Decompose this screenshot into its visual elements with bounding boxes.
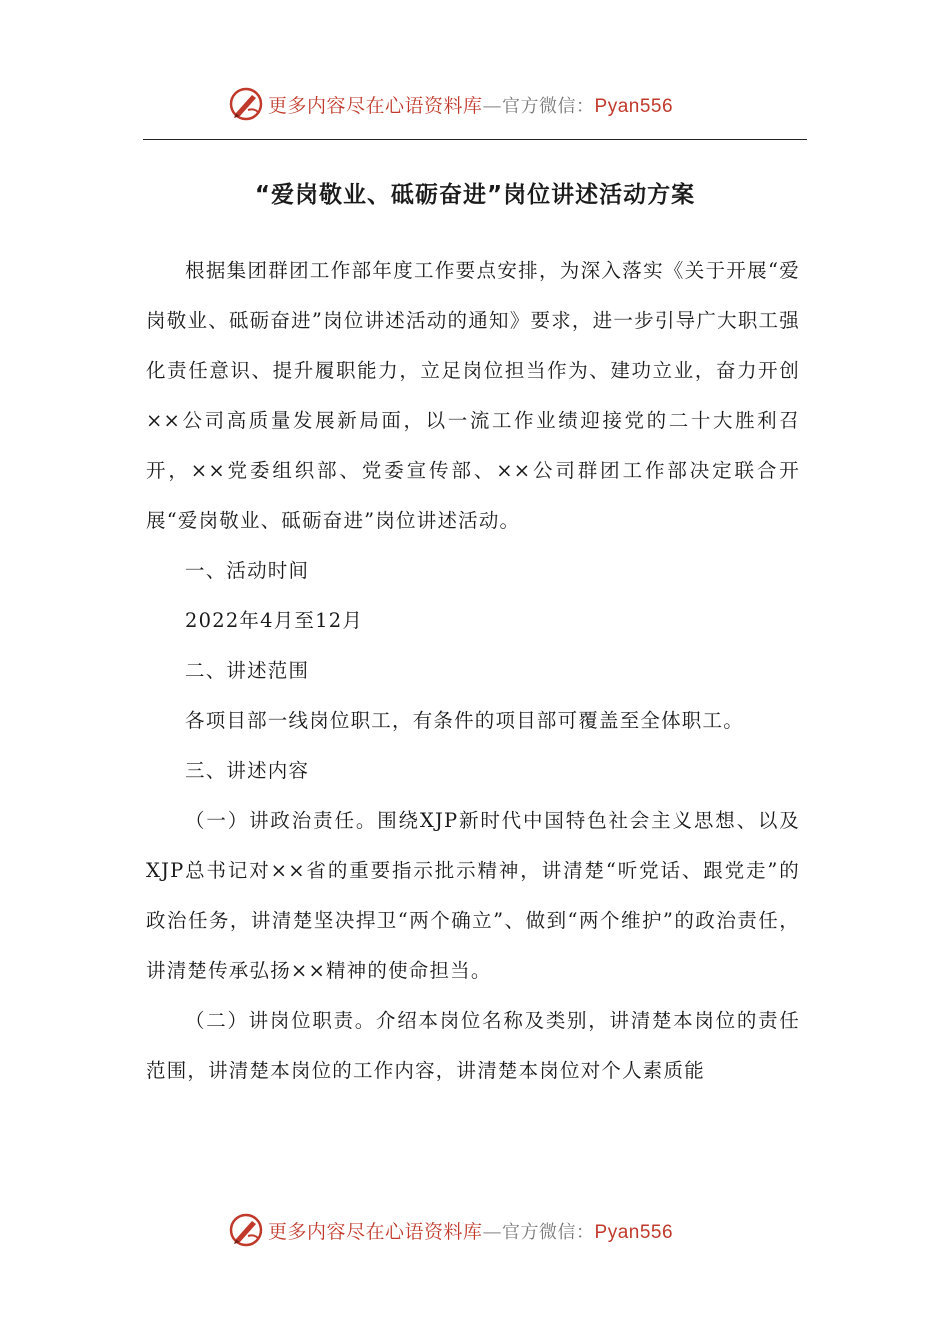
banner-text	[268, 91, 673, 118]
paragraph-job-duties: （二）讲岗位职责。介绍本岗位名称及类别，讲清楚本岗位的责任范围，讲清楚本岗位的工作内容，讲清楚本岗位对个人素质能	[146, 1009, 800, 1082]
banner-wechat-label: 官方微信：	[502, 1221, 595, 1243]
footer-watermark-banner	[0, 1208, 950, 1252]
paragraph-intro: 根据集团群团工作部年度工作要点安排，为深入落实《关于开展“爱岗敬业、砥砺奋进”岗位讲述活动的通知》要求，进一步引导广大职工强化责任意识、提升履职能力，立足岗位担当作为、建功立业，奋力开创××公司高质量发展新局面，以一流工作业绩迎接党的二十大胜利召开，××党委组织部、党委宣传部、××公司群团工作部决定联合开展“爱岗敬业、砥砺奋进”岗位讲述活动。	[146, 259, 800, 532]
paragraph-time: 2022年4月至12月	[185, 609, 364, 632]
document-body	[146, 246, 800, 1096]
header-divider	[143, 139, 807, 140]
banner-dash: —	[482, 94, 503, 117]
banner-site-name: 更多内容尽在心语资料库	[268, 1220, 483, 1243]
document-title: “爱岗敬业、砥砺奋进”岗位讲述活动方案	[254, 182, 696, 208]
section-heading-content: 三、讲述内容	[185, 759, 310, 782]
banner-wechat-label: 官方微信：	[502, 95, 595, 117]
banner-wechat-id: Pyan556	[594, 95, 674, 117]
paragraph-political-responsibility: （一）讲政治责任。围绕XJP新时代中国特色社会主义思想、以及XJP总书记对××省的重要指示批示精神，讲清楚“听党话、跟党走”的政治任务，讲清楚坚决捍卫“两个确立”、做到“两个维护”的政治责任，讲清楚传承弘扬××精神的使命担当。	[146, 809, 800, 982]
banner-site-name: 更多内容尽在心语资料库	[268, 94, 483, 117]
banner-text	[268, 1217, 673, 1244]
pen-logo-icon	[228, 86, 264, 122]
banner-dash: —	[482, 1220, 503, 1243]
pen-logo-icon	[228, 1212, 264, 1248]
header-watermark-banner	[0, 82, 950, 126]
paragraph-scope: 各项目部一线岗位职工，有条件的项目部可覆盖至全体职工。	[185, 709, 744, 732]
section-heading-time: 一、活动时间	[185, 559, 310, 582]
banner-wechat-id: Pyan556	[594, 1221, 674, 1243]
section-heading-scope: 二、讲述范围	[185, 659, 310, 682]
